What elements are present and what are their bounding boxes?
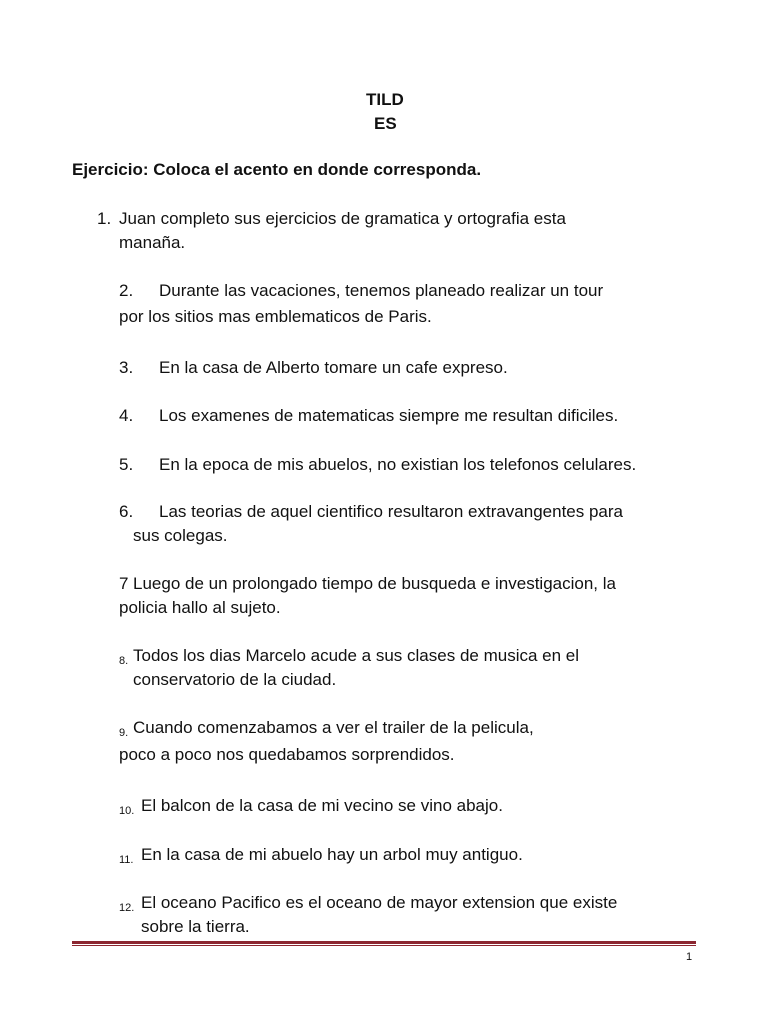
title-line-1: TILD — [366, 90, 404, 109]
item-2-line-1: Durante las vacaciones, tenemos planeado realizar un tour — [159, 281, 604, 300]
item-7-line-1: Luego de un prolongado tiempo de busqueda e investigacion, la — [133, 574, 616, 593]
item-3-line-1: En la casa de Alberto tomare un cafe expreso. — [159, 358, 508, 377]
item-11-line-1: En la casa de mi abuelo hay un arbol muy antiguo. — [141, 845, 523, 864]
item-1-line-1: Juan completo sus ejercicios de gramatica y ortografia esta — [119, 209, 566, 228]
item-7-number: 7 — [119, 574, 129, 593]
footer-divider-thin — [72, 945, 696, 946]
item-1-line-2: manaña. — [119, 233, 186, 252]
item-9-line-2: poco a poco nos quedabamos sorprendidos. — [119, 745, 455, 764]
item-12-number: 12. — [119, 902, 135, 914]
item-9-number: 9. — [119, 727, 129, 739]
item-9-line-1: Cuando comenzabamos a ver el trailer de la pelicula, — [133, 718, 534, 737]
item-6-line-2: sus colegas. — [133, 526, 228, 545]
item-11-number: 11. — [119, 854, 134, 866]
item-10-number: 10. — [119, 805, 135, 817]
item-12-line-1: El oceano Pacifico es el oceano de mayor extension que existe — [141, 893, 618, 912]
item-5-line-1: En la epoca de mis abuelos, no existian los telefonos celulares. — [159, 455, 637, 474]
item-5-number: 5. — [119, 455, 134, 474]
item-2-line-2: por los sitios mas emblematicos de Paris. — [119, 307, 432, 326]
item-6-number: 6. — [119, 502, 134, 521]
item-7-line-2: policia hallo al sujeto. — [119, 598, 281, 617]
title-line-2: ES — [374, 114, 397, 133]
item-4-line-1: Los examenes de matematicas siempre me resultan dificiles. — [159, 406, 619, 425]
item-1-number: 1. — [97, 209, 112, 228]
item-6-line-1: Las teorias de aquel cientifico resultaron extravangentes para — [159, 502, 624, 521]
item-4-number: 4. — [119, 406, 134, 425]
item-10-line-1: El balcon de la casa de mi vecino se vino abajo. — [141, 796, 503, 815]
exercise-instruction: Ejercicio: Coloca el acento en donde corresponda. — [72, 160, 482, 179]
item-8-line-1: Todos los dias Marcelo acude a sus clases de musica en el — [133, 646, 580, 665]
item-8-number: 8. — [119, 655, 129, 667]
item-12-line-2: sobre la tierra. — [141, 917, 250, 936]
item-2-number: 2. — [119, 281, 134, 300]
item-3-number: 3. — [119, 358, 134, 377]
item-8-line-2: conservatorio de la ciudad. — [133, 670, 337, 689]
page-number: 1 — [686, 951, 693, 963]
footer-divider-thick — [72, 941, 696, 944]
